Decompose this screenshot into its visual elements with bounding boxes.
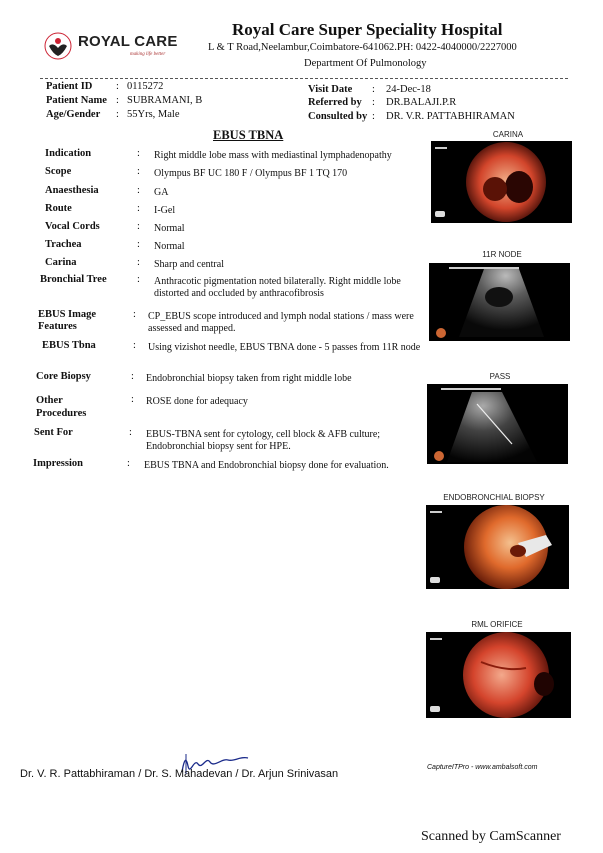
colon: : (137, 274, 140, 285)
colon: : (137, 166, 140, 177)
finding-label: Core Biopsy (36, 371, 91, 382)
colon: : (127, 458, 130, 469)
colon: : (137, 257, 140, 268)
pass-ultrasound-image (427, 384, 568, 464)
colon: : (116, 81, 119, 92)
11r-node-ultrasound-image (429, 263, 570, 341)
department-name: Department Of Pulmonology (304, 58, 427, 69)
finding-label: EBUS Tbna (42, 340, 96, 351)
visit-date-label: Visit Date (308, 84, 353, 95)
colon: : (372, 84, 375, 95)
finding-value: Normal (154, 241, 185, 252)
colon: : (133, 309, 136, 320)
image-caption: 11R NODE (482, 250, 522, 259)
logo-tagline: making life better (130, 52, 166, 57)
endobronchial-biopsy-image (426, 505, 569, 589)
colon: : (116, 109, 119, 120)
patient-name-label: Patient Name (46, 95, 107, 106)
finding-value: Sharp and central (154, 259, 224, 270)
referred-by-value: DR.BALAJI.P.R (386, 97, 457, 108)
finding-label: Vocal Cords (45, 221, 100, 232)
finding-value: ROSE done for adequacy (146, 396, 248, 407)
age-gender-label: Age/Gender (46, 109, 101, 120)
doctor-names: Dr. V. R. Pattabhiraman / Dr. S. Mahadevan / Dr. Arjun Srinivasan (20, 768, 339, 780)
hospital-address: L & T Road,Neelambur,Coimbatore-641062.PH: 0422-4040000/2227000 (208, 42, 517, 53)
rml-orifice-image (426, 632, 571, 718)
finding-value: CP_EBUS scope introduced and lymph nodal stations / mass were assessed and mapped. (148, 311, 414, 334)
finding-value: EBUS TBNA and Endobronchial biopsy done for evaluation. (144, 460, 389, 471)
visit-date-value: 24-Dec-18 (386, 84, 431, 95)
colon: : (137, 185, 140, 196)
carina-endoscopy-image (431, 141, 572, 223)
image-caption: PASS (489, 372, 511, 381)
finding-value: Using vizishot needle, EBUS TBNA done - 5 passes from 11R node (148, 342, 421, 353)
patient-name-value: SUBRAMANI, B (127, 95, 203, 106)
finding-label: Other Procedures (36, 395, 87, 419)
finding-label: Bronchial Tree (40, 274, 107, 285)
colon: : (131, 394, 134, 405)
consulted-by-value: DR. V.R. PATTABHIRAMAN (386, 111, 515, 122)
finding-label: Sent For (34, 427, 73, 438)
colon: : (137, 148, 140, 159)
scanner-watermark: Scanned by CamScanner (421, 829, 561, 844)
patient-id-label: Patient ID (46, 81, 93, 92)
finding-label: Anaesthesia (45, 185, 99, 196)
patient-details (0, 0, 603, 130)
patient-id-value: 0115272 (127, 81, 164, 92)
finding-value: Olympus BF UC 180 F / Olympus BF 1 TQ 170 (154, 168, 348, 179)
finding-value: Endobronchial biopsy taken from right middle lobe (146, 373, 352, 384)
colon: : (372, 97, 375, 108)
finding-value: GA (154, 187, 169, 198)
image-caption: ENDOBRONCHIAL BIOPSY (443, 493, 545, 502)
finding-value: EBUS-TBNA sent for cytology, cell block & AFB culture; Endobronchial biopsy sent for HPE. (146, 429, 381, 452)
image-caption: CARINA (492, 130, 524, 139)
colon: : (129, 427, 132, 438)
image-caption: RML ORIFICE (471, 620, 523, 629)
finding-label: Carina (45, 257, 77, 268)
colon: : (137, 203, 140, 214)
colon: : (131, 371, 134, 382)
report-title: EBUS TBNA (213, 128, 284, 142)
finding-label: EBUS Image Features (38, 309, 97, 332)
finding-label: Indication (45, 148, 92, 159)
finding-label: Impression (33, 458, 83, 469)
colon: : (116, 95, 119, 106)
consulted-by-label: Consulted by (308, 111, 368, 122)
finding-label: Scope (45, 166, 72, 177)
finding-label: Trachea (45, 239, 82, 250)
capture-credit: CaptureITPro - www.ambalsoft.com (427, 764, 538, 771)
colon: : (137, 239, 140, 250)
finding-value: Right middle lobe mass with mediastinal lymphadenopathy (154, 150, 392, 161)
referred-by-label: Referred by (308, 97, 362, 108)
finding-value: Normal (154, 223, 185, 234)
finding-value: I-Gel (154, 205, 176, 216)
colon: : (137, 221, 140, 232)
colon: : (372, 111, 375, 122)
finding-value: Anthracotic pigmentation noted bilaterally. Right middle lobe distorted and occluded by anthracofibrosis (154, 276, 401, 299)
age-gender-value: 55Yrs, Male (127, 109, 180, 120)
colon: : (133, 340, 136, 351)
finding-label: Route (45, 203, 72, 214)
logo-text: ROYAL CARE (78, 33, 178, 50)
hospital-name: Royal Care Super Speciality Hospital (232, 20, 503, 39)
